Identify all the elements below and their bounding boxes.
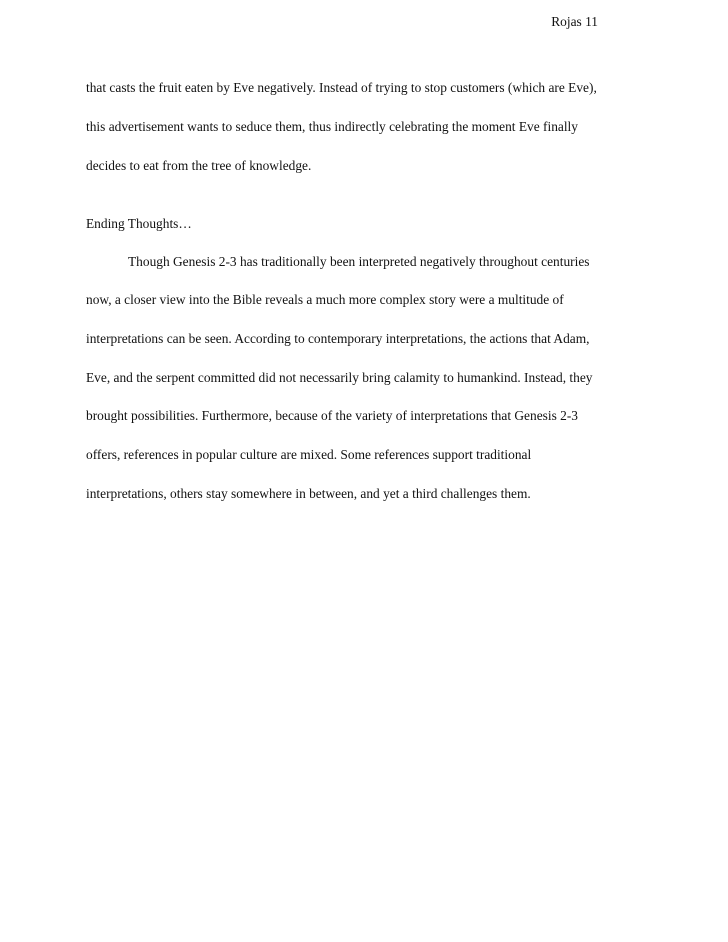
body-line: decides to eat from the tree of knowledge. [86,158,312,173]
body-line: Eve, and the serpent committed did not necessarily bring calamity to humankind. Instead, they [86,370,593,385]
body-line: brought possibilities. Furthermore, because of the variety of interpretations that Genesis 2-3 [86,408,578,423]
body-line: this advertisement wants to seduce them, thus indirectly celebrating the moment Eve finally [86,119,578,134]
body-line: interpretations, others stay somewhere in between, and yet a third challenges them. [86,486,531,501]
body-line: that casts the fruit eaten by Eve negatively. Instead of trying to stop customers (which are Eve), [86,80,597,95]
body-line: now, a closer view into the Bible reveals a much more complex story were a multitude of [86,292,564,307]
section-heading: Ending Thoughts… [86,216,192,231]
body-line: interpretations can be seen. According to contemporary interpretations, the actions that Adam, [86,331,590,346]
paragraph-first-line: Though Genesis 2-3 has traditionally been interpreted negatively throughout centuries [128,254,590,269]
running-head: Rojas 11 [551,14,598,29]
body-line: offers, references in popular culture are mixed. Some references support traditional [86,447,532,462]
